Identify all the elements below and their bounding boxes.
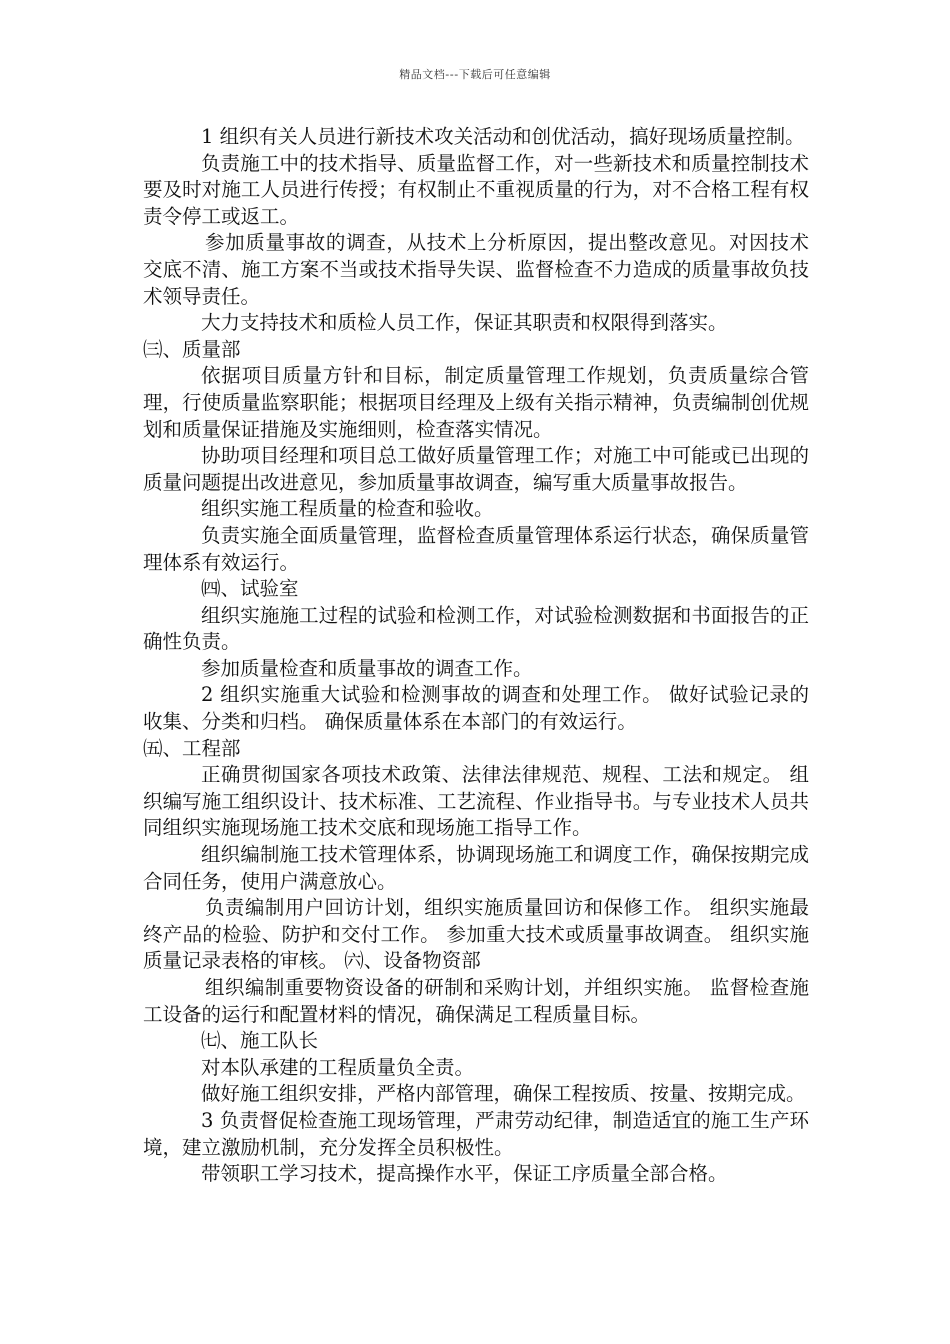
paragraph: 组织编制施工技术管理体系，协调现场施工和调度工作，确保按期完成合同任务，使用户满意放心。: [143, 843, 809, 893]
paragraph: 负责实施全面质量管理，监督检查质量管理体系运行状态，确保质量管理体系有效运行。: [143, 523, 809, 574]
paragraph: 1 组织有关人员进行新技术攻关活动和创优活动，搞好现场质量控制。: [201, 125, 805, 148]
paragraph: 参加质量检查和质量事故的调查工作。: [201, 656, 533, 680]
paragraph: 做好施工组织安排，严格内部管理，确保工程按质、按量、按期完成。: [201, 1082, 806, 1106]
paragraph: 3 负责督促检查施工现场管理，严肃劳动纪律，制造适宜的施工生产环境，建立激励机制，充分发挥全员积极性。: [143, 1108, 809, 1159]
paragraph: 对本队承建的工程质量负全责。: [201, 1055, 475, 1079]
paragraph: 组织编制重要物资设备的研制和采购计划，并组织实施。 监督检查施工设备的运行和配置材料的情况，确保满足工程质量目标。: [143, 976, 809, 1026]
section-heading: ㈤、工程部: [143, 736, 241, 760]
section-heading: ㈣、试验室: [201, 577, 299, 601]
paragraph: 依据项目质量方针和目标，制定质量管理工作规划，负责质量综合管理，行使质量监察职能；根据项目经理及上级有关指示精神，负责编制创优规划和质量保证措施及实施细则，检查落实情况。: [143, 364, 809, 441]
document-body: [143, 124, 809, 1188]
paragraph: 2 组织实施重大试验和检测事故的调查和处理工作。 做好试验记录的收集、分类和归档。 确保质量体系在本部门的有效运行。: [143, 683, 809, 734]
paragraph: 负责施工中的技术指导、质量监督工作，对一些新技术和质量控制技术要及时对施工人员进行传授；有权制止不重视质量的行为，对不合格工程有权责令停工或返工。: [143, 151, 809, 228]
paragraph: 大力支持技术和质检人员工作，保证其职责和权限得到落实。: [201, 311, 728, 335]
paragraph: 参加质量事故的调查，从技术上分析原因，提出整改意见。对因技术交底不清、施工方案不当或技术指导失误、监督检查不力造成的质量事故负技术领导责任。: [143, 231, 809, 308]
paragraph: 带领职工学习技术，提高操作水平，保证工序质量全部合格。: [201, 1162, 728, 1186]
paragraph: 负责编制用户回访计划，组织实施质量回访和保修工作。 组织实施最终产品的检验、防护和交付工作。 参加重大技术或质量事故调查。 组织实施质量记录表格的审核。 ㈥、设备物资部: [143, 896, 809, 973]
section-heading: ㈢、质量部: [143, 337, 241, 361]
paragraph: 协助项目经理和项目总工做好质量管理工作；对施工中可能或已出现的质量问题提出改进意见，参加质量事故调查，编写重大质量事故报告。: [143, 444, 809, 494]
paragraph: 组织实施工程质量的检查和验收。: [201, 497, 494, 521]
paragraph: 组织实施施工过程的试验和检测工作，对试验检测数据和书面报告的正确性负责。: [143, 603, 809, 654]
section-heading: ㈦、施工队长: [201, 1029, 319, 1053]
page-header: 精品文档---下载后可任意编辑: [399, 68, 551, 81]
paragraph: 正确贯彻国家各项技术政策、法律法律规范、规程、工法和规定。 组织编写施工组织设计、技术标准、工艺流程、作业指导书。与专业技术人员共同组织实施现场施工技术交底和现场施工指导工作。: [143, 763, 809, 840]
